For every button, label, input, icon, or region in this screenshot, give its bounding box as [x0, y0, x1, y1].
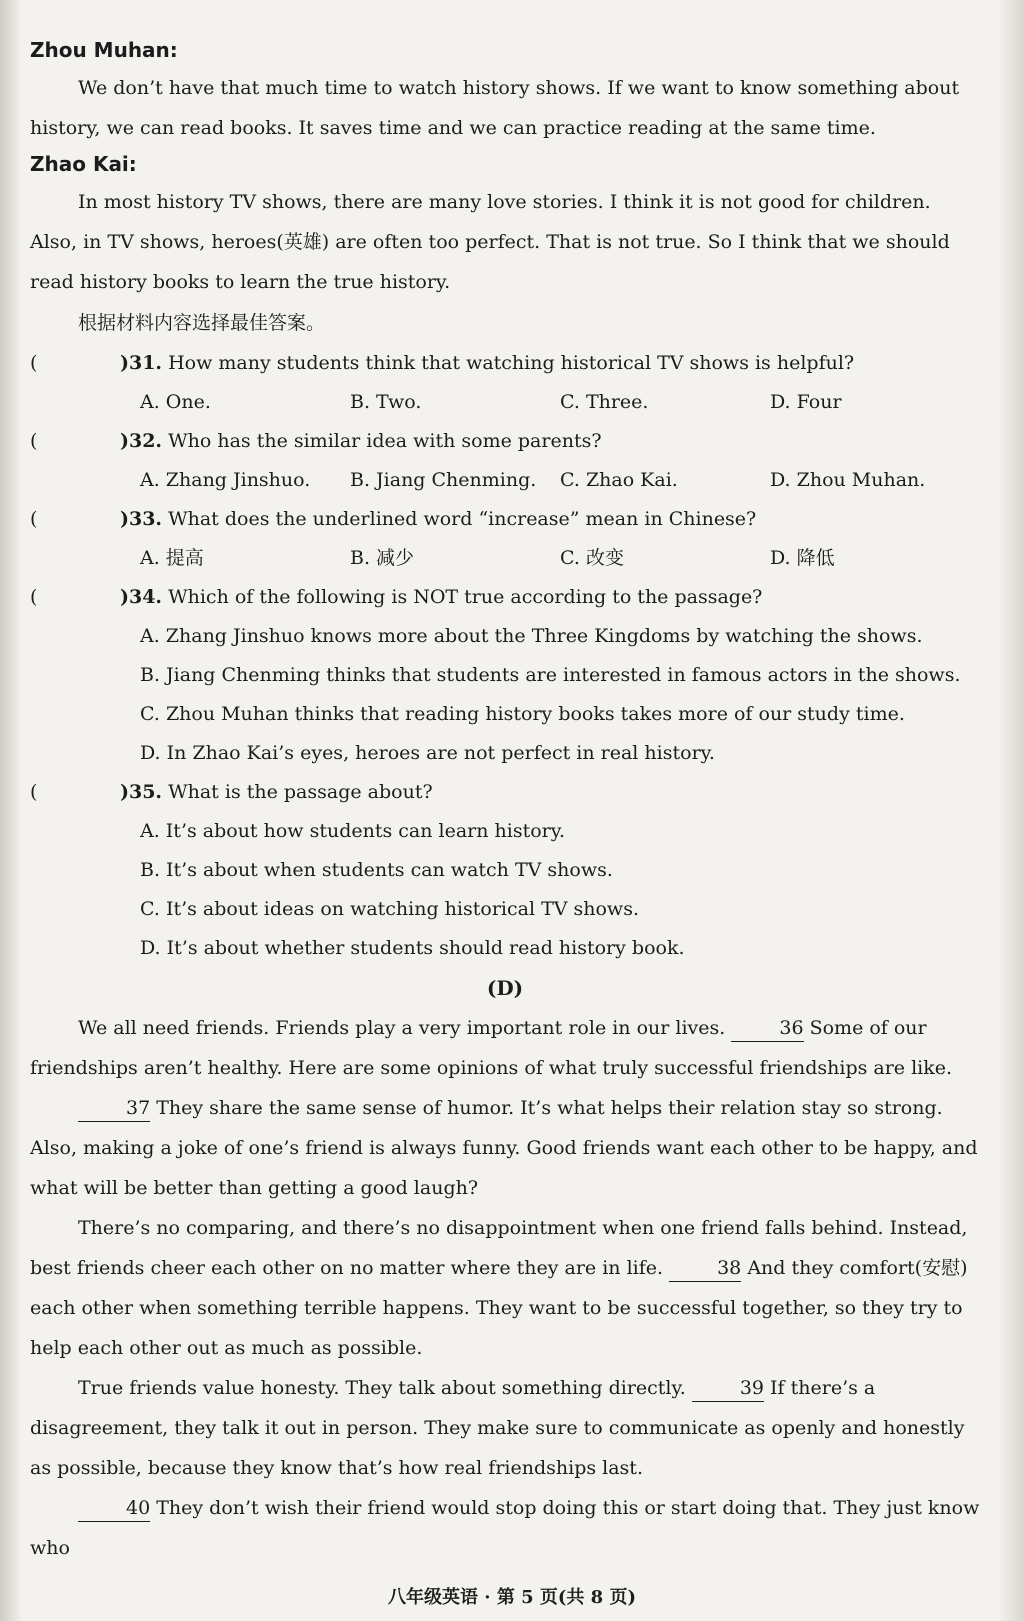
- option-c[interactable]: C. It’s about ideas on watching historical TV shows.: [140, 898, 639, 920]
- page-footer: 八年级英语 · 第 5 页(共 8 页): [388, 1587, 636, 1608]
- d-p1-text-b: Some of our friendships aren’t healthy. Here are some opinions of what truly successful friendships are like.: [30, 1017, 953, 1079]
- options: [140, 461, 980, 500]
- d-p5-text: They don’t wish their friend would stop doing this or start doing that. They just know who: [30, 1497, 980, 1559]
- option-a[interactable]: A. Zhang Jinshuo.: [140, 469, 311, 491]
- option-d[interactable]: D. 降低: [770, 547, 835, 569]
- answer-paren[interactable]: (: [30, 781, 38, 803]
- question-32: [30, 422, 980, 500]
- question-number: )35.: [120, 781, 163, 803]
- option-a[interactable]: A. Zhang Jinshuo knows more about the Three Kingdoms by watching the shows.: [140, 625, 923, 647]
- blank-40[interactable]: 40: [78, 1495, 150, 1522]
- option-c[interactable]: C. Zhao Kai.: [560, 469, 678, 491]
- option-d[interactable]: D. Zhou Muhan.: [770, 469, 926, 491]
- option-c[interactable]: C. Three.: [560, 391, 649, 413]
- d-p1-text-a: We all need friends. Friends play a very important role in our lives.: [78, 1017, 726, 1039]
- question-number: )34.: [120, 586, 163, 608]
- option-c[interactable]: C. 改变: [560, 547, 624, 569]
- question-number: )33.: [120, 508, 163, 530]
- option-b[interactable]: B. It’s about when students can watch TV shows.: [140, 859, 613, 881]
- option-a[interactable]: A. One.: [140, 391, 211, 413]
- blank-36[interactable]: 36: [731, 1015, 803, 1042]
- option-d[interactable]: D. In Zhao Kai’s eyes, heroes are not perfect in real history.: [140, 742, 715, 764]
- speaker-zhao: Zhao Kai:: [30, 152, 137, 176]
- question-33: [30, 500, 980, 578]
- d-paragraph-3: [30, 1208, 980, 1368]
- question-text: Which of the following is NOT true according to the passage?: [168, 586, 763, 608]
- question-text: Who has the similar idea with some parents?: [168, 430, 602, 452]
- zhao-paragraph: In most history TV shows, there are many love stories. I think it is not good for children. Also, in TV shows, heroes(英雄) are often too perfect. That is not true. So I think that we should read history books to learn the true history.: [30, 191, 950, 293]
- option-b[interactable]: B. Jiang Chenming thinks that students are interested in famous actors in the shows.: [140, 664, 961, 686]
- question-35: [30, 773, 980, 968]
- d-p2-text: They share the same sense of humor. It’s what helps their relation stay so strong. Also, making a joke of one’s friend is always funny. Good friends want each other to be happy, and what will be better than getting a good laugh?: [30, 1097, 978, 1199]
- blank-37[interactable]: 37: [78, 1095, 150, 1122]
- answer-paren[interactable]: (: [30, 586, 38, 608]
- instruction: 根据材料内容选择最佳答案。: [78, 312, 326, 334]
- option-d[interactable]: D. It’s about whether students should read history book.: [140, 937, 685, 959]
- answer-paren[interactable]: (: [30, 508, 38, 530]
- d-p4-text-a: True friends value honesty. They talk about something directly.: [78, 1377, 686, 1399]
- page-edge: [998, 0, 1024, 1621]
- options: [140, 539, 980, 578]
- question-text: What does the underlined word “increase” mean in Chinese?: [168, 508, 757, 530]
- option-a[interactable]: A. 提高: [140, 547, 204, 569]
- options: [140, 383, 980, 422]
- option-d[interactable]: D. Four: [770, 391, 842, 413]
- question-34: [30, 578, 980, 773]
- question-number: )31.: [120, 352, 163, 374]
- zhou-paragraph: We don’t have that much time to watch history shows. If we want to know something about history, we can read books. It saves time and we can practice reading at the same time.: [30, 77, 960, 139]
- answer-paren[interactable]: (: [30, 430, 38, 452]
- option-c[interactable]: C. Zhou Muhan thinks that reading history books takes more of our study time.: [140, 703, 905, 725]
- d-paragraph-4: [30, 1368, 980, 1488]
- d-p3-text-b: And they comfort(安慰) each other when something terrible happens. They want to be successful together, so they try to help each other out as much as possible.: [30, 1257, 968, 1359]
- question-text: How many students think that watching historical TV shows is helpful?: [168, 352, 855, 374]
- option-a[interactable]: A. It’s about how students can learn history.: [140, 820, 566, 842]
- page-shadow: [0, 0, 22, 1621]
- question-number: )32.: [120, 430, 163, 452]
- section-d-title: (D): [486, 976, 524, 1000]
- option-b[interactable]: B. Two.: [350, 391, 422, 413]
- d-p4-text-b: If there’s a disagreement, they talk it out in person. They make sure to communicate as openly and honestly as possible, because they know that’s how real friendships last.: [30, 1377, 965, 1479]
- blank-39[interactable]: 39: [692, 1375, 764, 1402]
- blank-38[interactable]: 38: [669, 1255, 741, 1282]
- d-paragraph-5: [30, 1488, 980, 1568]
- d-p3-text-a: There’s no comparing, and there’s no disappointment when one friend falls behind. Instead, best friends cheer each other on no matter where they are in life.: [30, 1217, 968, 1279]
- answer-paren[interactable]: (: [30, 352, 38, 374]
- question-text: What is the passage about?: [168, 781, 433, 803]
- d-paragraph-1: [30, 1008, 980, 1088]
- option-b[interactable]: B. Jiang Chenming.: [350, 469, 537, 491]
- d-paragraph-2: [30, 1088, 980, 1208]
- option-b[interactable]: B. 减少: [350, 547, 415, 569]
- speaker-zhou: Zhou Muhan:: [30, 38, 178, 62]
- question-31: [30, 344, 980, 422]
